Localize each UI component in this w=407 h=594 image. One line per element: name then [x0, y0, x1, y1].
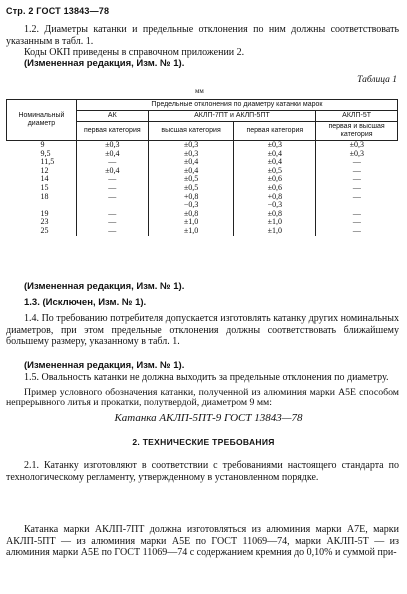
table-cell: —: [316, 175, 398, 184]
table-row: [7, 150, 398, 159]
deviations-header: Предельные отклонения по диаметру катанки марок: [76, 100, 397, 111]
table-cell: ±1,0: [148, 218, 234, 227]
table-cell: +0,8: [148, 193, 234, 202]
table-row: [7, 201, 398, 210]
table-row: [7, 184, 398, 193]
table-cell: —: [76, 193, 148, 202]
table-cell: ±0,4: [148, 158, 234, 167]
table-cell: ±1,0: [234, 227, 316, 236]
table-row: [7, 218, 398, 227]
category-header: высшая категория: [148, 122, 234, 141]
table-cell: ±1,0: [234, 218, 316, 227]
revision-note: (Измененная редакция, Изм. № 1).: [24, 360, 185, 371]
table-cell: 18: [40, 191, 49, 201]
clause-2-1-continued: Катанка марки АКЛП-7ПТ должна изготовляться из алюминия марки А7Е, марки АКЛП-5ПТ — из алюминия марки А5Е по ГОСТ 11069—74, марки АКЛП-5Т — из алюминия марки А5Е по ГОСТ 11069—74 с содержанием кремния до 0,10% и суммой при-: [6, 524, 399, 558]
clause-1-4: 1.4. По требованию потребителя допускается изготовлять катанку других номинальных диаметров, при этом предельные отклонения должны соответствовать ближайшему большему размеру, указанному в табл. 1.: [6, 313, 399, 347]
grade-aklp-5t: АКЛП-5Т: [316, 111, 398, 122]
clause-1-3: 1.3. (Исключен, Изм. № 1).: [24, 297, 147, 308]
table-cell: —: [316, 193, 398, 202]
category-header: первая категория: [76, 122, 148, 141]
table-unit: мм: [195, 87, 204, 95]
section-title: 2. ТЕХНИЧЕСКИЕ ТРЕБОВАНИЯ: [132, 437, 275, 447]
table-cell: ±0,6: [234, 175, 316, 184]
table-cell: 25: [40, 225, 49, 235]
table-cell: —: [316, 218, 398, 227]
table-body: [7, 141, 398, 236]
table-cell: ±0,4: [234, 158, 316, 167]
table-cell: —: [316, 210, 398, 219]
table-cell: —: [76, 210, 148, 219]
table-cell: —: [316, 167, 398, 176]
table-cell: ±0,3: [148, 141, 234, 150]
category-header: первая и высшая категория: [316, 122, 398, 141]
page-header: Стр. 2 ГОСТ 13843—78: [6, 6, 110, 16]
table-cell: —: [76, 227, 148, 236]
table-row: [7, 175, 398, 184]
table-cell: —: [316, 227, 398, 236]
clause-2-1: 2.1. Катанку изготовляют в соответствии с требованиями настоящего стандарта по технологическому регламенту, утвержденному в установленном порядке.: [6, 460, 399, 483]
grade-ak: АК: [76, 111, 148, 122]
revision-note: (Измененная редакция, Изм. № 1).: [24, 281, 185, 292]
designation-example: Катанка АКЛП-5ПТ-9 ГОСТ 13843—78: [114, 412, 303, 424]
table-cell: ±0,4: [76, 167, 148, 176]
nominal-diameter-header: Номинальный диаметр: [7, 100, 77, 141]
example-intro: Пример условного обозначения катанки, полученной из алюминия марки А5Е способом непрерывного литья и прокатки, полутвердой, диаметром 9 мм:: [6, 387, 399, 409]
table-cell: ±0,3: [316, 150, 398, 159]
clause-1-5: 1.5. Овальность катанки не должна выходить за предельные отклонения по диаметру.: [24, 372, 389, 383]
table-cell: 19: [40, 208, 49, 218]
table-cell: −0,3: [148, 201, 234, 210]
category-header: первая категория: [234, 122, 316, 141]
table-row: [7, 210, 398, 219]
table-cell: ±0,5: [148, 184, 234, 193]
table-cell: −0,3: [234, 201, 316, 210]
table-cell: ±0,8: [148, 210, 234, 219]
grade-aklp-7pt-5pt: АКЛП-7ПТ и АКЛП-5ПТ: [148, 111, 316, 122]
table-cell: ±0,6: [234, 184, 316, 193]
table-cell: 12: [40, 165, 49, 175]
table-cell: ±0,3: [234, 141, 316, 150]
table-cell: ±0,4: [148, 167, 234, 176]
table-row: [7, 227, 398, 236]
table-cell: ±0,3: [148, 150, 234, 159]
table-cell: —: [76, 184, 148, 193]
table-cell: ±0,4: [234, 150, 316, 159]
table-cell: ±0,5: [148, 175, 234, 184]
table-cell: —: [76, 158, 148, 167]
table-row: [7, 167, 398, 176]
table-cell: ±0,3: [316, 141, 398, 150]
table-cell: —: [76, 175, 148, 184]
table-row: [7, 141, 398, 150]
table-cell: 15: [40, 182, 49, 192]
table-cell: ±0,5: [234, 167, 316, 176]
table-cell: —: [316, 158, 398, 167]
table-1: [6, 99, 398, 236]
table-cell: 23: [40, 217, 49, 227]
clause-1-2: 1.2. Диаметры катанки и предельные отклонения по ним должны соответствовать указанным в табл. 1.: [6, 24, 399, 47]
table-row: [7, 158, 398, 167]
okp-note: Коды ОКП приведены в справочном приложении 2.: [24, 47, 245, 58]
table-cell: ±0,4: [76, 150, 148, 159]
table-cell: 9,5: [40, 148, 51, 158]
table-number: Таблица 1: [357, 75, 397, 85]
table-cell: —: [316, 184, 398, 193]
table-cell: —: [76, 218, 148, 227]
table-cell: 9: [7, 141, 77, 150]
revision-note: (Измененная редакция, Изм. № 1).: [24, 58, 185, 69]
table-row: [7, 193, 398, 202]
table-cell: ±1,0: [148, 227, 234, 236]
table-cell: ±0,8: [234, 210, 316, 219]
table-cell: +0,8: [234, 193, 316, 202]
table-cell: 11,5: [40, 157, 55, 167]
table-cell: 14: [40, 174, 49, 184]
table-cell: ±0,3: [76, 141, 148, 150]
